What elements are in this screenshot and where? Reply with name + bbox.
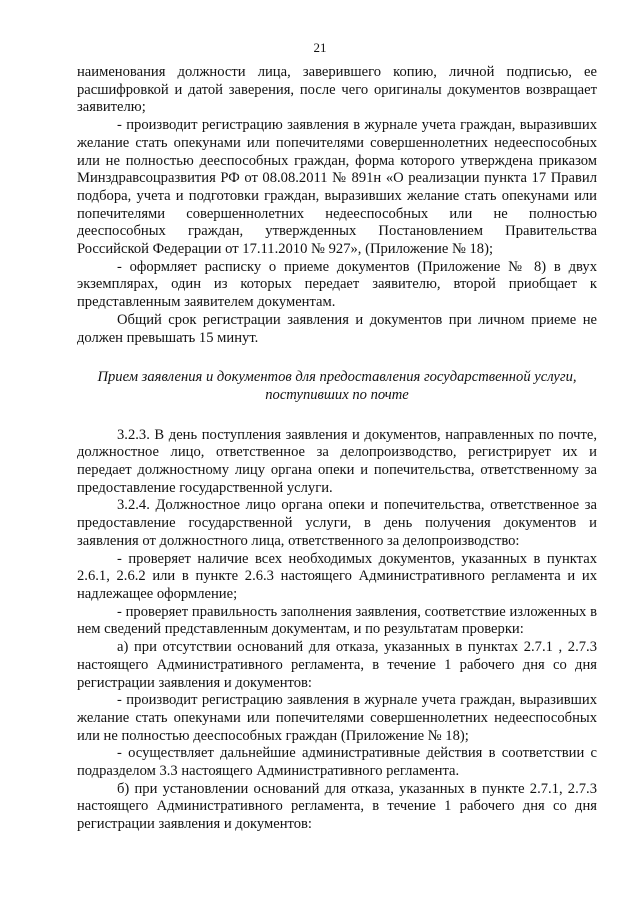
paragraph: - осуществляет дальнейшие административные действия в соответствии с подразделом 3.3 настоящего Административного регламента. [77, 745, 597, 780]
paragraph: - проверяет правильность заполнения заявления, соответствие изложенных в нем сведений представленным документам, и по результатам проверки: [77, 603, 597, 638]
paragraph: а) при отсутствии оснований для отказа, указанных в пунктах 2.7.1 , 2.7.3 настоящего Административного регламента, в течение 1 рабочего дня со дня регистрации заявления и документов: [77, 639, 597, 691]
paragraph: - производит регистрацию заявления в журнале учета граждан, выразивших желание стать опекунами или попечителями совершеннолетних недееспособных или не полностью дееспособных граждан, форма которого утверждена приказом Минздравсоцразвития РФ от 08.08.2011 № 891н «О реализации пункта 17 Правил подбора, учета и подготовки граждан, выразивших желание стать опекунами или попечителями совершеннолетних недееспособных или не полностью дееспособных граждан, утвержденных Постановлением Правительства Российской Федерации от 17.11.2010 № 927», (Приложение № 18); [77, 117, 597, 258]
paragraph: 3.2.4. Должностное лицо органа опеки и попечительства, ответственное за предоставление государственной услуги, в день получения документов и заявления от должностного лица, ответственного за делопроизводство: [77, 497, 597, 549]
paragraph: - проверяет наличие всех необходимых документов, указанных в пунктах 2.6.1, 2.6.2 или в пункте 2.6.3 настоящего Административного регламента и их надлежащее оформление; [77, 550, 597, 602]
document-body [77, 64, 597, 834]
page-number: 21 [313, 40, 327, 55]
paragraph: наименования должности лица, заверившего копию, личной подписью, ее расшифровкой и датой заверения, после чего оригиналы документов возвращает заявителю; [77, 64, 597, 116]
paragraph: - производит регистрацию заявления в журнале учета граждан, выразивших желание стать опекунами или попечителями совершеннолетних недееспособных или не полностью дееспособных граждан (Приложение № 18); [77, 692, 597, 744]
section-heading: Прием заявления и документов для предоставления государственной услуги, поступивших по почте [97, 369, 577, 403]
paragraph: - оформляет расписку о приеме документов (Приложение № 8) в двух экземплярах, один из которых передает заявителю, второй приобщает к представленным заявителем документам. [77, 258, 597, 311]
paragraph: б) при установлении оснований для отказа, указанных в пункте 2.7.1, 2.7.3 настоящего Административного регламента, в течение 1 рабочего дня со дня регистрации заявления и документов: [77, 780, 597, 833]
paragraph: Общий срок регистрации заявления и документов при личном приеме не должен превышать 15 минут. [77, 311, 597, 346]
paragraph: 3.2.3. В день поступления заявления и документов, направленных по почте, должностное лицо, ответственное за делопроизводство, регистрирует их и передает должностному лицу органа опеки и попечительства, ответственному за предоставление государственной услуги. [77, 426, 597, 496]
